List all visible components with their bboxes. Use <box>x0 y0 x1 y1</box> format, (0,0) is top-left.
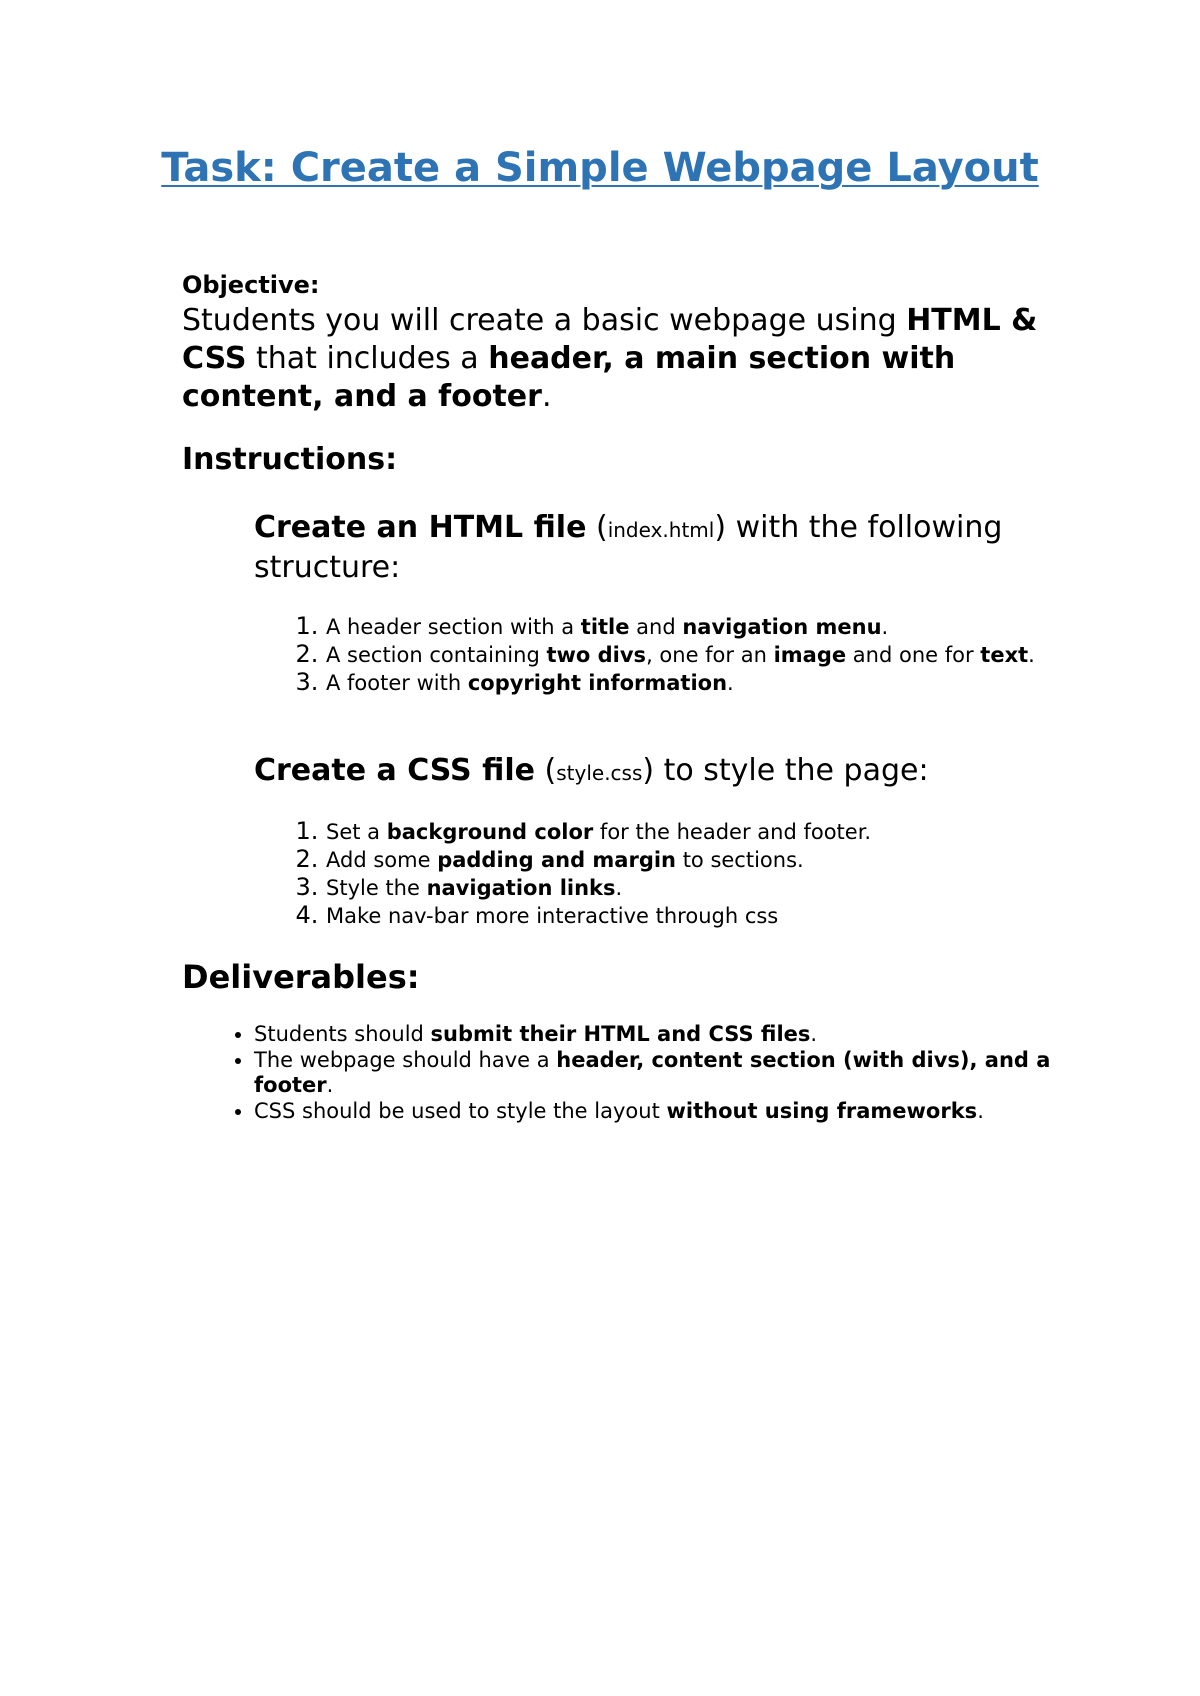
item-text: A section containing <box>326 643 547 667</box>
deliverables-label: Deliverables: <box>182 958 420 996</box>
css-file-rest: ) to style the page: <box>642 753 929 788</box>
list-item <box>326 874 1106 902</box>
item-text: . <box>881 615 889 639</box>
item-bold: text <box>980 643 1029 667</box>
item-text: Set a <box>326 820 387 844</box>
item-bold: header, content section (with divs), and a footer <box>254 1048 1051 1097</box>
objective-text-3: that includes a <box>246 341 489 376</box>
item-bold: submit their HTML and CSS files <box>430 1022 811 1046</box>
css-style-list <box>254 818 1106 930</box>
css-file-heading <box>254 752 1014 792</box>
item-text: A header section with a <box>326 615 581 639</box>
html-file-heading <box>254 509 1014 587</box>
item-text: Style the <box>326 876 427 900</box>
item-text: Add some <box>326 848 438 872</box>
list-item <box>254 1099 1054 1124</box>
item-text: . <box>727 671 734 695</box>
list-item <box>254 1048 1054 1098</box>
css-filename: style.css <box>556 761 643 785</box>
objective-label: Objective: <box>182 271 320 299</box>
objective-text <box>182 302 1042 416</box>
item-bold: image <box>773 643 847 667</box>
item-bold: navigation menu <box>682 615 882 639</box>
list-item <box>326 846 1106 874</box>
item-text: Students should <box>254 1022 431 1046</box>
objective-text-5: . <box>541 379 552 414</box>
item-text: . <box>810 1022 818 1046</box>
list-item <box>254 1022 1054 1047</box>
list-item <box>326 818 1106 846</box>
item-text: . <box>977 1099 984 1123</box>
page-title: Task: Create a Simple Webpage Layout <box>161 145 1039 191</box>
list-item <box>326 669 1106 697</box>
objective-text-1: Students you will create a basic webpage using <box>182 303 907 338</box>
item-text: and <box>629 615 683 639</box>
item-bold: two divs <box>546 643 647 667</box>
html-file-rest: ) with the following structure: <box>254 510 1003 585</box>
item-text: and one for <box>846 643 981 667</box>
item-text: The webpage should have a <box>254 1048 557 1072</box>
item-text: . <box>1028 643 1035 667</box>
objective-bold-html-css: HTML & CSS <box>182 303 1038 376</box>
item-bold: background color <box>386 820 594 844</box>
item-bold: title <box>580 615 630 639</box>
list-item <box>326 613 1106 641</box>
html-file-open-paren: ( <box>586 510 608 545</box>
item-bold: navigation links <box>426 876 616 900</box>
deliverables-list <box>182 1022 1054 1125</box>
item-bold: without using frameworks <box>666 1099 978 1123</box>
html-file-bold: Create an HTML file <box>254 510 587 545</box>
item-bold: padding and margin <box>437 848 677 872</box>
css-file-open-paren: ( <box>534 753 557 788</box>
item-text: A footer with <box>326 671 468 695</box>
list-item <box>326 641 1106 669</box>
instructions-label: Instructions: <box>182 442 398 477</box>
list-item <box>326 902 1106 930</box>
item-text: to sections. <box>676 848 804 872</box>
item-text: , one for an <box>646 643 774 667</box>
objective-bold-sections: header, a main section with content, and a footer <box>182 341 956 414</box>
css-file-bold: Create a CSS file <box>254 753 535 788</box>
item-text: Make nav-bar more interactive through css <box>326 904 779 928</box>
item-bold: copyright information <box>467 671 728 695</box>
html-filename: index.html <box>607 518 715 542</box>
html-structure-list <box>254 613 1106 697</box>
item-text: CSS should be used to style the layout <box>254 1099 667 1123</box>
item-text: . <box>615 876 623 900</box>
item-text: . <box>326 1073 334 1097</box>
item-text: for the header and footer. <box>593 820 872 844</box>
